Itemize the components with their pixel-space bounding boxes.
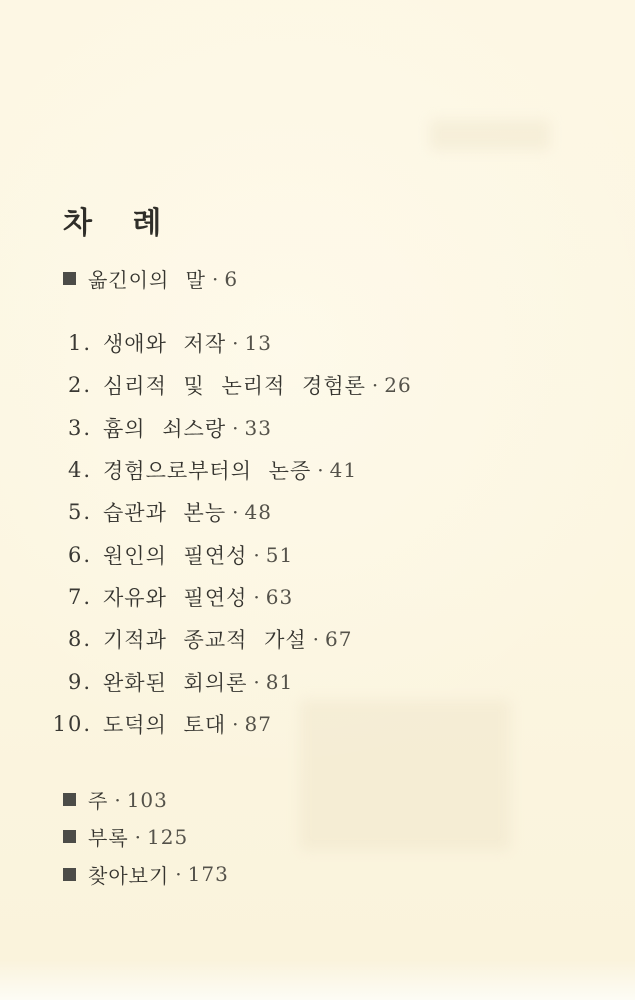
toc-entry-chapter-1: [0, 322, 635, 364]
chapter-number: 5.: [67, 500, 92, 525]
page-number: 33: [244, 415, 272, 440]
page-number: 173: [187, 862, 229, 887]
toc-entry-notes: [63, 781, 229, 818]
dot-separator: ·: [253, 669, 260, 694]
toc-entry-chapter-6: [0, 533, 635, 575]
page-number: 81: [265, 669, 294, 694]
chapter-title: 심리적 및 논리적 경험론: [103, 374, 366, 399]
entry-label: 옮긴이의 말: [88, 268, 206, 292]
entry-label: 찾아보기: [88, 863, 170, 888]
toc-entry-chapter-2: [0, 364, 635, 406]
entry-label: 주: [88, 789, 109, 814]
dot-separator: ·: [232, 500, 239, 525]
chapter-title: 경험으로부터의 논증: [103, 459, 312, 484]
chapter-title: 습관과 본능: [103, 501, 227, 526]
back-matter-section: [63, 781, 229, 893]
dot-separator: ·: [232, 415, 239, 440]
dot-separator: ·: [253, 542, 260, 567]
page-number: 125: [147, 824, 189, 849]
dot-separator: ·: [211, 266, 219, 291]
page-number: 103: [126, 787, 168, 812]
page-number: 6: [224, 266, 239, 291]
chapter-title: 기적과 종교적 가설: [103, 628, 307, 653]
bullet-square-icon: [63, 793, 76, 806]
chapter-number: 6.: [67, 542, 92, 567]
dot-separator: ·: [232, 331, 239, 356]
toc-entry-chapter-4: [0, 449, 635, 491]
toc-entry-chapter-7: [0, 576, 635, 618]
dot-separator: ·: [114, 787, 121, 812]
chapter-title: 도덕의 토대: [103, 712, 227, 737]
chapter-title: 생애와 저작: [103, 332, 227, 357]
toc-entry-appendix: [63, 818, 229, 855]
dot-separator: ·: [134, 824, 141, 849]
dot-separator: ·: [312, 627, 319, 652]
dot-separator: ·: [317, 458, 324, 483]
chapter-number: 1.: [67, 331, 92, 356]
toc-entry-chapter-3: [0, 407, 635, 449]
dot-separator: ·: [371, 373, 379, 398]
chapter-number: 8.: [67, 627, 92, 652]
chapter-number: 7.: [67, 584, 92, 609]
page-number: 48: [244, 500, 272, 525]
ink-bleed-through: [430, 120, 550, 150]
toc-entry-chapter-5: [0, 491, 635, 533]
bullet-square-icon: [63, 868, 76, 881]
page-number: 67: [325, 627, 353, 652]
chapter-title: 흄의 쇠스랑: [103, 416, 227, 441]
front-matter-section: [63, 264, 238, 293]
chapter-number: 4.: [67, 458, 92, 483]
chapter-title: 완화된 회의론: [103, 670, 248, 695]
chapter-number: 10.: [52, 711, 92, 736]
page-number: 13: [244, 331, 272, 356]
page-number: 51: [265, 542, 294, 567]
toc-entry-index: [63, 856, 229, 893]
toc-entry-chapter-8: [0, 618, 635, 660]
toc-entry-chapter-9: [0, 660, 635, 702]
dot-separator: ·: [232, 711, 239, 736]
chapter-title: 원인의 필연성: [103, 543, 248, 568]
page-number: 41: [329, 458, 358, 483]
entry-label: 부록: [88, 826, 129, 851]
page-number: 63: [265, 584, 294, 609]
page-title: 차 례: [63, 206, 164, 242]
chapter-number: 9.: [67, 669, 92, 694]
bullet-square-icon: [63, 272, 76, 285]
page-number: 87: [244, 711, 272, 736]
dot-separator: ·: [253, 584, 260, 609]
bullet-square-icon: [63, 830, 76, 843]
chapter-number: 3.: [67, 415, 92, 440]
toc-entry-chapter-10: [0, 703, 635, 745]
chapter-title: 자유와 필연성: [103, 585, 248, 610]
page-number: 26: [384, 373, 412, 398]
chapter-list: [0, 322, 635, 745]
dot-separator: ·: [175, 862, 182, 887]
chapter-number: 2.: [67, 373, 92, 398]
toc-entry-translator-note: [63, 264, 238, 293]
